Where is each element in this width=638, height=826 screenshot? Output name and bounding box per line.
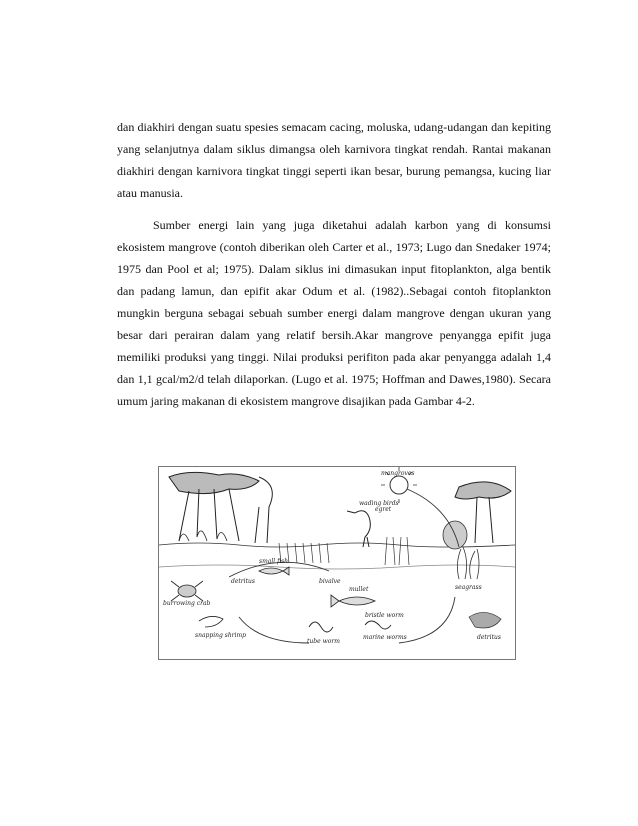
paragraph-1: dan diakhiri dengan suatu spesies semacam cacing, moluska, udang-udangan dan kepiting yang selanjutnya dalam siklus dimangsa oleh karnivora tingkat rendah. Rantai makanan diakhiri dengan karnivora tingkat tinggi seperti ikan besar, burung pemangsa, kucing liar atau manusia.	[117, 120, 551, 200]
label-tube-worm: tube worm	[307, 638, 340, 645]
mullet-icon	[331, 595, 375, 607]
mangrove-roots	[279, 537, 409, 565]
label-bivalve: bivalve	[319, 578, 341, 585]
label-bristle-worm: bristle worm	[365, 612, 404, 619]
mangrove-tree-left	[169, 472, 272, 543]
paragraph-2: Sumber energi lain yang juga diketahui adalah karbon yang di konsumsi ekosistem mangrove (contoh diberikan oleh Carter et al., 1973; Lugo dan Snedaker 1974; 1975 dan Pool et al; 1975). Dalam siklus ini dimasukan input fitoplankton, alga bentik dan padang lamun, dan epifit akar Odum et al. (1982)..Sebagai contoh fitoplankton mungkin berguna sebagai sebuah sumber energi dalam mangrove dengan ukuran yang besar dari perairan dalam yang relatif bersih.Akar mangrove penyangga epifit juga memiliki produksi yang tinggi. Nilai produksi perifiton pada akar penyangga adalah 1,4 dan 1,1 gcal/m2/d telah dilaporkan. (Lugo et al. 1975; Hoffman and Dawes,1980). Secara umum jaring makanan di ekosistem mangrove disajikan pada Gambar 4-2.	[117, 218, 551, 408]
label-seagrass: seagrass	[455, 584, 482, 591]
mangrove-food-web-figure	[158, 466, 516, 660]
worms-icon	[309, 621, 391, 632]
label-detritus-left: detritus	[231, 578, 255, 585]
label-wading-birds: wading birds	[359, 500, 399, 507]
egret-icon	[347, 511, 370, 547]
small-fish-icon	[259, 567, 289, 575]
snapping-shrimp-icon	[199, 616, 223, 627]
label-detritus-right: detritus	[477, 634, 501, 641]
body-text	[117, 116, 551, 412]
burrowing-crab-icon	[171, 581, 203, 601]
label-mangroves: mangroves	[381, 470, 415, 477]
food-web-illustration	[159, 467, 515, 659]
seagrass-icon	[443, 521, 479, 579]
label-egret: egret	[375, 506, 392, 513]
label-snapping-shrimp: snapping shrimp	[195, 632, 246, 639]
label-small-fish: small fish	[259, 558, 289, 565]
detritus-icon	[469, 612, 501, 628]
label-marine-worms: marine worms	[363, 634, 407, 641]
label-mullet: mullet	[349, 586, 369, 593]
label-burrowing-crab: burrowing crab	[163, 600, 211, 607]
